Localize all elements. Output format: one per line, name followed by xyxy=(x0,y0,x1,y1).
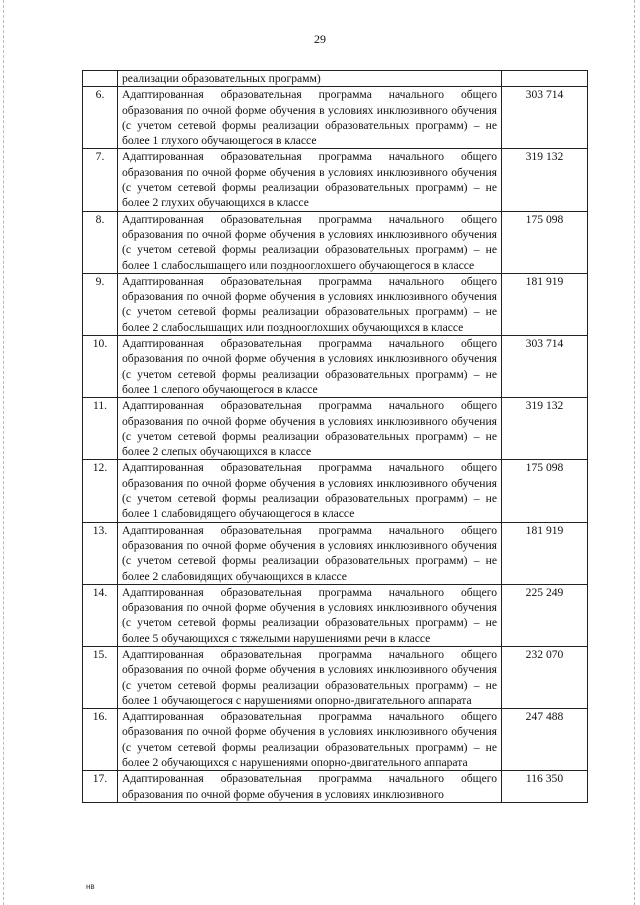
program-description: Адаптированная образовательная программа начального общего образования по очной форме обучения в условиях инклюзивного обучения (с учетом сетевой формы реализации образовательных программ) – не более 5 обучающихся с тяжелыми нарушениями речи в классе xyxy=(118,584,502,646)
row-number: 11. xyxy=(83,398,118,460)
footer-mark: нв xyxy=(86,882,95,891)
cost-value: 303 714 xyxy=(502,336,588,398)
cost-value: 247 488 xyxy=(502,709,588,771)
program-description: Адаптированная образовательная программа начального общего образования по очной форме обучения в условиях инклюзивного обучения (с учетом сетевой формы реализации образовательных программ) – не более 1 слабослышащего или позднооглохшего обучающегося в классе xyxy=(118,211,502,273)
cost-value: 175 098 xyxy=(502,211,588,273)
program-description: Адаптированная образовательная программа начального общего образования по очной форме обучения в условиях инклюзивного обучения (с учетом сетевой формы реализации образовательных программ) – не более 2 слепых обучающихся в классе xyxy=(118,398,502,460)
table-row xyxy=(83,71,588,87)
table-row xyxy=(83,522,588,584)
program-description: реализации образовательных программ) xyxy=(118,71,502,87)
row-number: 15. xyxy=(83,646,118,708)
program-description: Адаптированная образовательная программа начального общего образования по очной форме обучения в условиях инклюзивного обучения (с учетом сетевой формы реализации образовательных программ) – не более 1 обучающегося с нарушениями опорно-двигательного аппарата xyxy=(118,646,502,708)
row-number: 16. xyxy=(83,709,118,771)
scan-edge-right xyxy=(634,0,635,905)
table-row xyxy=(83,398,588,460)
table-row xyxy=(83,709,588,771)
row-number: 10. xyxy=(83,336,118,398)
program-description: Адаптированная образовательная программа начального общего образования по очной форме обучения в условиях инклюзивного обучения (с учетом сетевой формы реализации образовательных программ) – не более 2 глухих обучающихся в классе xyxy=(118,149,502,211)
table-row xyxy=(83,87,588,149)
cost-value: 319 132 xyxy=(502,398,588,460)
table-row xyxy=(83,460,588,522)
row-number: 17. xyxy=(83,771,118,803)
page-number: 29 xyxy=(314,32,326,46)
cost-value: 181 919 xyxy=(502,522,588,584)
row-number: 7. xyxy=(83,149,118,211)
cost-value: 116 350 xyxy=(502,771,588,803)
cost-value: 232 070 xyxy=(502,646,588,708)
program-description: Адаптированная образовательная программа начального общего образования по очной форме обучения в условиях инклюзивного обучения (с учетом сетевой формы реализации образовательных программ) – не более 2 обучающихся с нарушениями опорно-двигательного аппарата xyxy=(118,709,502,771)
cost-table xyxy=(82,70,588,803)
scan-edge-left xyxy=(3,0,4,905)
table-row xyxy=(83,771,588,803)
cost-value: 319 132 xyxy=(502,149,588,211)
program-description: Адаптированная образовательная программа начального общего образования по очной форме обучения в условиях инклюзивного обучения (с учетом сетевой формы реализации образовательных программ) – не более 2 слабовидящих обучающихся в классе xyxy=(118,522,502,584)
program-description: Адаптированная образовательная программа начального общего образования по очной форме обучения в условиях инклюзивного xyxy=(118,771,502,803)
row-number: 9. xyxy=(83,273,118,335)
table-row xyxy=(83,584,588,646)
table-row xyxy=(83,336,588,398)
cost-value: 303 714 xyxy=(502,87,588,149)
row-number: 8. xyxy=(83,211,118,273)
cost-value xyxy=(502,71,588,87)
table-row xyxy=(83,211,588,273)
program-description: Адаптированная образовательная программа начального общего образования по очной форме обучения в условиях инклюзивного обучения (с учетом сетевой формы реализации образовательных программ) – не более 2 слабослышащих или позднооглохших обучающихся в классе xyxy=(118,273,502,335)
row-number: 12. xyxy=(83,460,118,522)
program-description: Адаптированная образовательная программа начального общего образования по очной форме обучения в условиях инклюзивного обучения (с учетом сетевой формы реализации образовательных программ) – не более 1 глухого обучающегося в классе xyxy=(118,87,502,149)
row-number: 14. xyxy=(83,584,118,646)
cost-value: 175 098 xyxy=(502,460,588,522)
cost-value: 181 919 xyxy=(502,273,588,335)
table-row xyxy=(83,646,588,708)
row-number: 6. xyxy=(83,87,118,149)
cost-value: 225 249 xyxy=(502,584,588,646)
row-number: 13. xyxy=(83,522,118,584)
program-description: Адаптированная образовательная программа начального общего образования по очной форме обучения в условиях инклюзивного обучения (с учетом сетевой формы реализации образовательных программ) – не более 1 слабовидящего обучающегося в классе xyxy=(118,460,502,522)
table-row xyxy=(83,149,588,211)
row-number xyxy=(83,71,118,87)
table-row xyxy=(83,273,588,335)
program-description: Адаптированная образовательная программа начального общего образования по очной форме обучения в условиях инклюзивного обучения (с учетом сетевой формы реализации образовательных программ) – не более 1 слепого обучающегося в классе xyxy=(118,336,502,398)
